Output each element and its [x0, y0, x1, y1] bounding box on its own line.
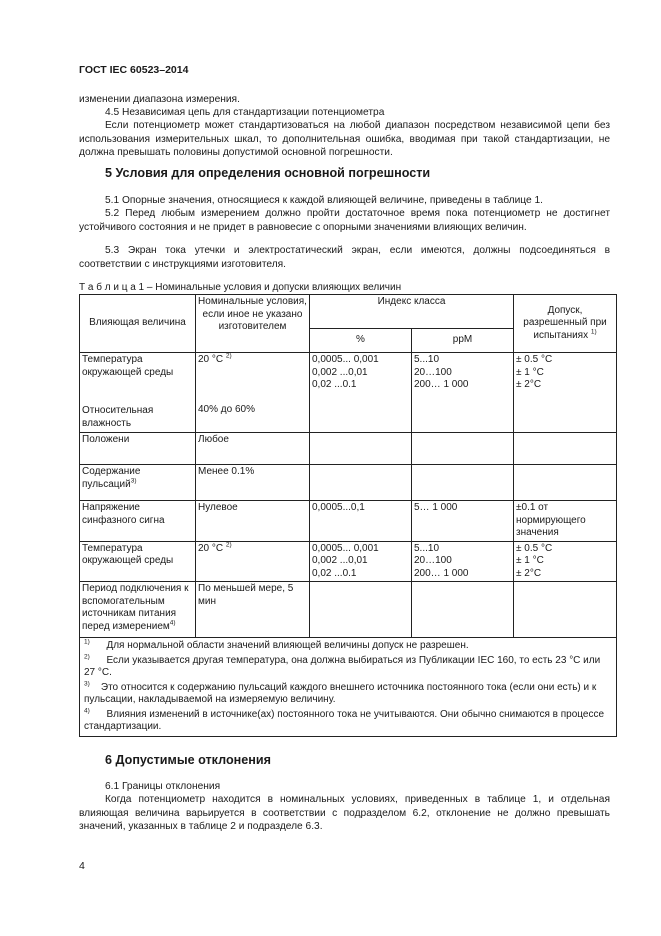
- table-row: [80, 541, 617, 582]
- table-row: [80, 501, 617, 542]
- subsection-4-5-title: 4.5 Независимая цепь для стандартизации потенциометра: [105, 107, 385, 118]
- cell-percent: 0,0005...0,1: [310, 501, 412, 542]
- footnote: $^{1)}$ Для нормальной области значений влияющей величины допуск не разрешен.: [84, 638, 469, 651]
- cell-tolerance: ±0.1 от нормирующего значения: [514, 501, 617, 542]
- table-row: [80, 353, 617, 433]
- nominal-temperature: 20 °С $^{2)}$: [198, 352, 232, 365]
- header-class-index: Индекс класса: [310, 295, 514, 329]
- paragraph-5-2: 5.2 Перед любым измерением должно пройти достаточное время пока потенциометр не достигнет устойчивого состояния и не придет в равновесие с опорными значениями влияющих величин.: [79, 208, 610, 233]
- header-quantity: Влияющая величина: [80, 295, 196, 353]
- header-percent: %: [310, 329, 412, 353]
- cell-tolerance: ± 0.5 °С ± 1 °С ± 2°С: [514, 353, 617, 433]
- cell-nominal: Любое: [196, 433, 310, 465]
- cell-quantity: Температура окружающей среды: [80, 541, 196, 582]
- nominal-humidity: 40% до 60%: [198, 403, 255, 415]
- subsection-4-5-text: Если потенциометр может стандартизоваться на любой диапазон посредством независимой цепи без использования измерительных шкал, то дополнительная ошибка, вводимая при такой стандартизации, не должна превышать половины допустимой основной погрешности.: [79, 120, 610, 158]
- cell-nominal: По меньшей мере, 5 мин: [196, 582, 310, 638]
- table-caption: Т а б л и ц а 1 – Номинальные условия и допуски влияющих величин: [79, 282, 402, 293]
- cell-quantity: Содержание пульсаций$^{3)}$: [80, 465, 196, 501]
- section-6-title: 6 Допустимые отклонения: [105, 753, 271, 767]
- cell-ppm: 5...10 20…100 200… 1 000: [412, 541, 514, 582]
- cell-percent: 0,0005... 0,001 0,002 ...0,01 0,02 ...0.1: [310, 541, 412, 582]
- document-header: ГОСТ IEC 60523–2014: [79, 64, 189, 76]
- cell-quantity: Напряжение синфазного сигна: [80, 501, 196, 542]
- table-row: [80, 465, 617, 501]
- intro-line: изменении диапазона измерения.: [79, 94, 240, 105]
- cell-quantity: [80, 353, 196, 433]
- footnote: $^{3)}$ Это относится к содержанию пульсаций каждого внешнего источника постоянного тока (если они есть) и к пульсации, накладываемой на измеряемую величину.: [84, 680, 597, 705]
- cell-percent: 0,0005... 0,001 0,002 ...0,01 0,02 ...0.1: [310, 353, 412, 433]
- cell-quantity: Положени: [80, 433, 196, 465]
- influence-quantities-table: [79, 294, 617, 737]
- subsection-6-1-text: Когда потенциометр находится в номинальных условиях, приведенных в таблице 1, и отдельная влияющая величина варьируется в соответствии с подразделом 6.2, отклонение не должно превышать значений, указанных в таблице 2 и подразделе 6.3.: [79, 794, 610, 832]
- cell-nominal: Нулевое: [196, 501, 310, 542]
- footnote: $^{4)}$ Влияния изменений в источнике(ах) постоянного тока не учитываются. Они обычно снимаются в процессе стандартизации.: [84, 707, 605, 732]
- page-number: 4: [79, 860, 85, 872]
- section-5-title: 5 Условия для определения основной погрешности: [105, 166, 431, 180]
- table-row: [80, 433, 617, 465]
- table-row: [80, 582, 617, 638]
- header-ppm: pрM: [412, 329, 514, 353]
- cell-nominal: 20 °С $^{2)}$: [196, 541, 310, 582]
- paragraph-5-1: 5.1 Опорные значения, относящиеся к каждой влияющей величине, приведены в таблице 1.: [105, 195, 544, 206]
- cell-nominal: [196, 353, 310, 433]
- cell-nominal: Менее 0.1%: [196, 465, 310, 501]
- cell-quantity: Период подключения к вспомогательным источникам питания перед измерением$^{4)}$: [80, 582, 196, 638]
- subsection-6-1-title: 6.1 Границы отклонения: [105, 781, 221, 792]
- table-footnotes-row: [80, 638, 617, 737]
- cell-ppm: 5… 1 000: [412, 501, 514, 542]
- quantity-temperature: Температура окружающей среды: [82, 354, 174, 378]
- header-nominal: Номинальные условия, если иное не указано изготовителем: [196, 295, 310, 353]
- header-tolerance: Допуск, разрешенный при испытаниях $^{1)}$: [514, 295, 617, 353]
- cell-tolerance: ± 0.5 °С ± 1 °С ± 2°С: [514, 541, 617, 582]
- cell-ppm: 5...10 20…100 200… 1 000: [412, 353, 514, 433]
- quantity-humidity: Относительная влажность: [82, 405, 154, 429]
- footnote: $^{2)}$ Если указывается другая температура, она должна выбираться из Публикации IEC 160, то есть 23 °С или 27 °С.: [84, 653, 601, 678]
- paragraph-5-3: 5.3 Экран тока утечки и электростатический экран, если имеются, должны подсоединяться в соответствии с инструкциями изготовителя.: [79, 245, 610, 270]
- table-header-row: [80, 295, 617, 329]
- table-footnotes: [80, 638, 617, 737]
